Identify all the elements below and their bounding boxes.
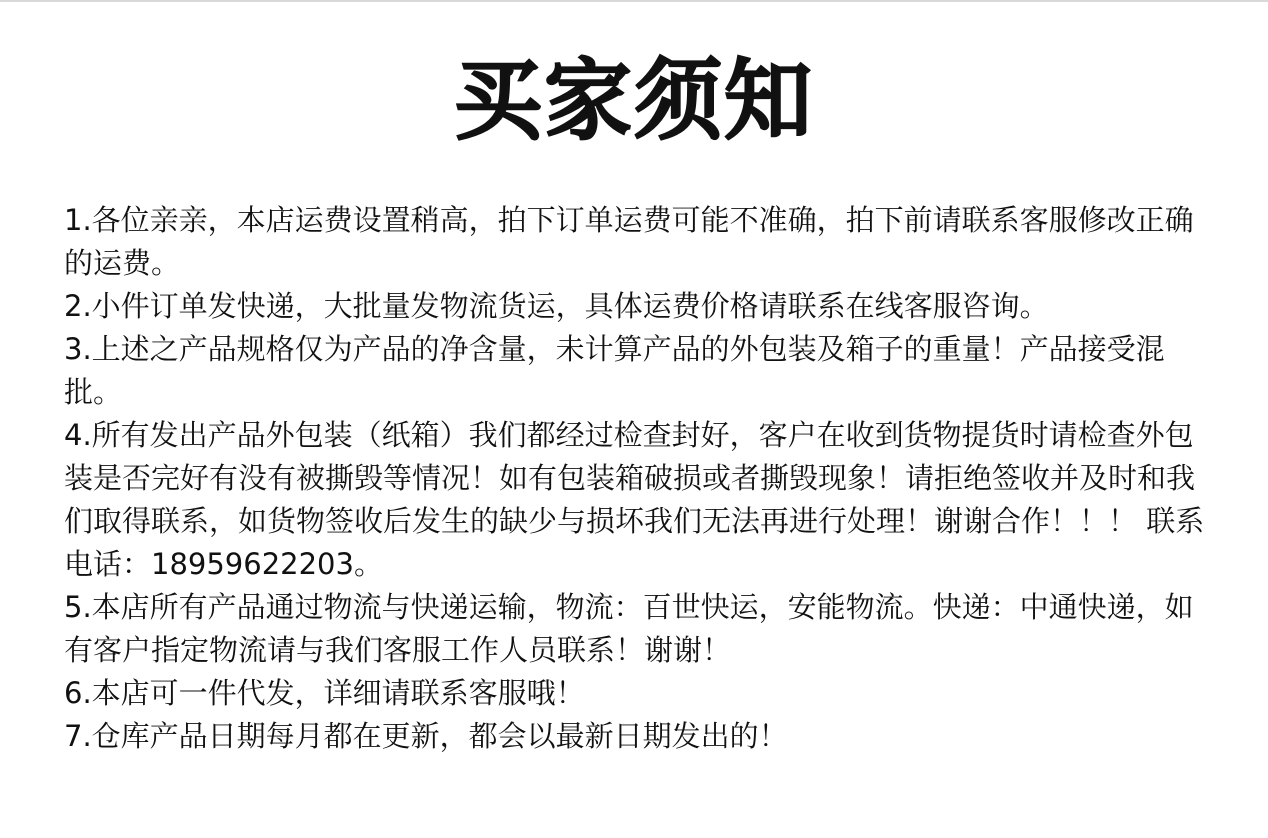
notice-number: 1. — [64, 203, 92, 237]
notice-item-2 — [64, 285, 1214, 328]
notice-item-6 — [64, 672, 1214, 715]
notice-text: 仓库产品日期每月都在更新，都会以最新日期发出的！ — [91, 719, 788, 753]
notice-text: 本店所有产品通过物流与快递运输，物流：百世快运，安能物流。快递：中通快递，如有客户指定物流请与我们客服工作人员联系！谢谢！ — [64, 590, 1194, 667]
notice-number: 4. — [64, 418, 92, 452]
notice-text: 上述之产品规格仅为产品的净含量，未计算产品的外包装及箱子的重量！产品接受混批。 — [64, 332, 1165, 409]
notice-text: 小件订单发快递，大批量发物流货运，具体运费价格请联系在线客服咨询。 — [91, 289, 1049, 323]
notice-number: 5. — [64, 590, 92, 624]
notice-item-1 — [64, 199, 1214, 285]
page-title: 买家须知 — [453, 49, 814, 152]
notice-number: 6. — [64, 676, 92, 710]
notice-item-5 — [64, 586, 1214, 672]
notice-number: 7. — [64, 719, 92, 753]
notice-number: 3. — [64, 332, 92, 366]
notice-text: 所有发出产品外包装（纸箱）我们都经过检查封好，客户在收到货物提货时请检查外包装是否完好有没有被撕毁等情况！如有包装箱破损或者撕毁现象！请拒绝签收并及时和我们取得联系，如货物签收后发生的缺少与损坏我们无法再进行处理！谢谢合作！！！ 联系电话：18959622203。 — [64, 418, 1205, 581]
notice-number: 2. — [64, 289, 92, 323]
notice-text: 各位亲亲，本店运费设置稍高，拍下订单运费可能不准确，拍下前请联系客服修改正确的运费。 — [64, 203, 1194, 280]
notice-item-7 — [64, 715, 1214, 758]
notice-item-3 — [64, 328, 1214, 414]
top-divider — [0, 0, 1268, 2]
notice-item-4 — [64, 414, 1214, 586]
notice-text: 本店可一件代发，详细请联系客服哦！ — [91, 676, 585, 710]
notice-list — [64, 199, 1214, 758]
